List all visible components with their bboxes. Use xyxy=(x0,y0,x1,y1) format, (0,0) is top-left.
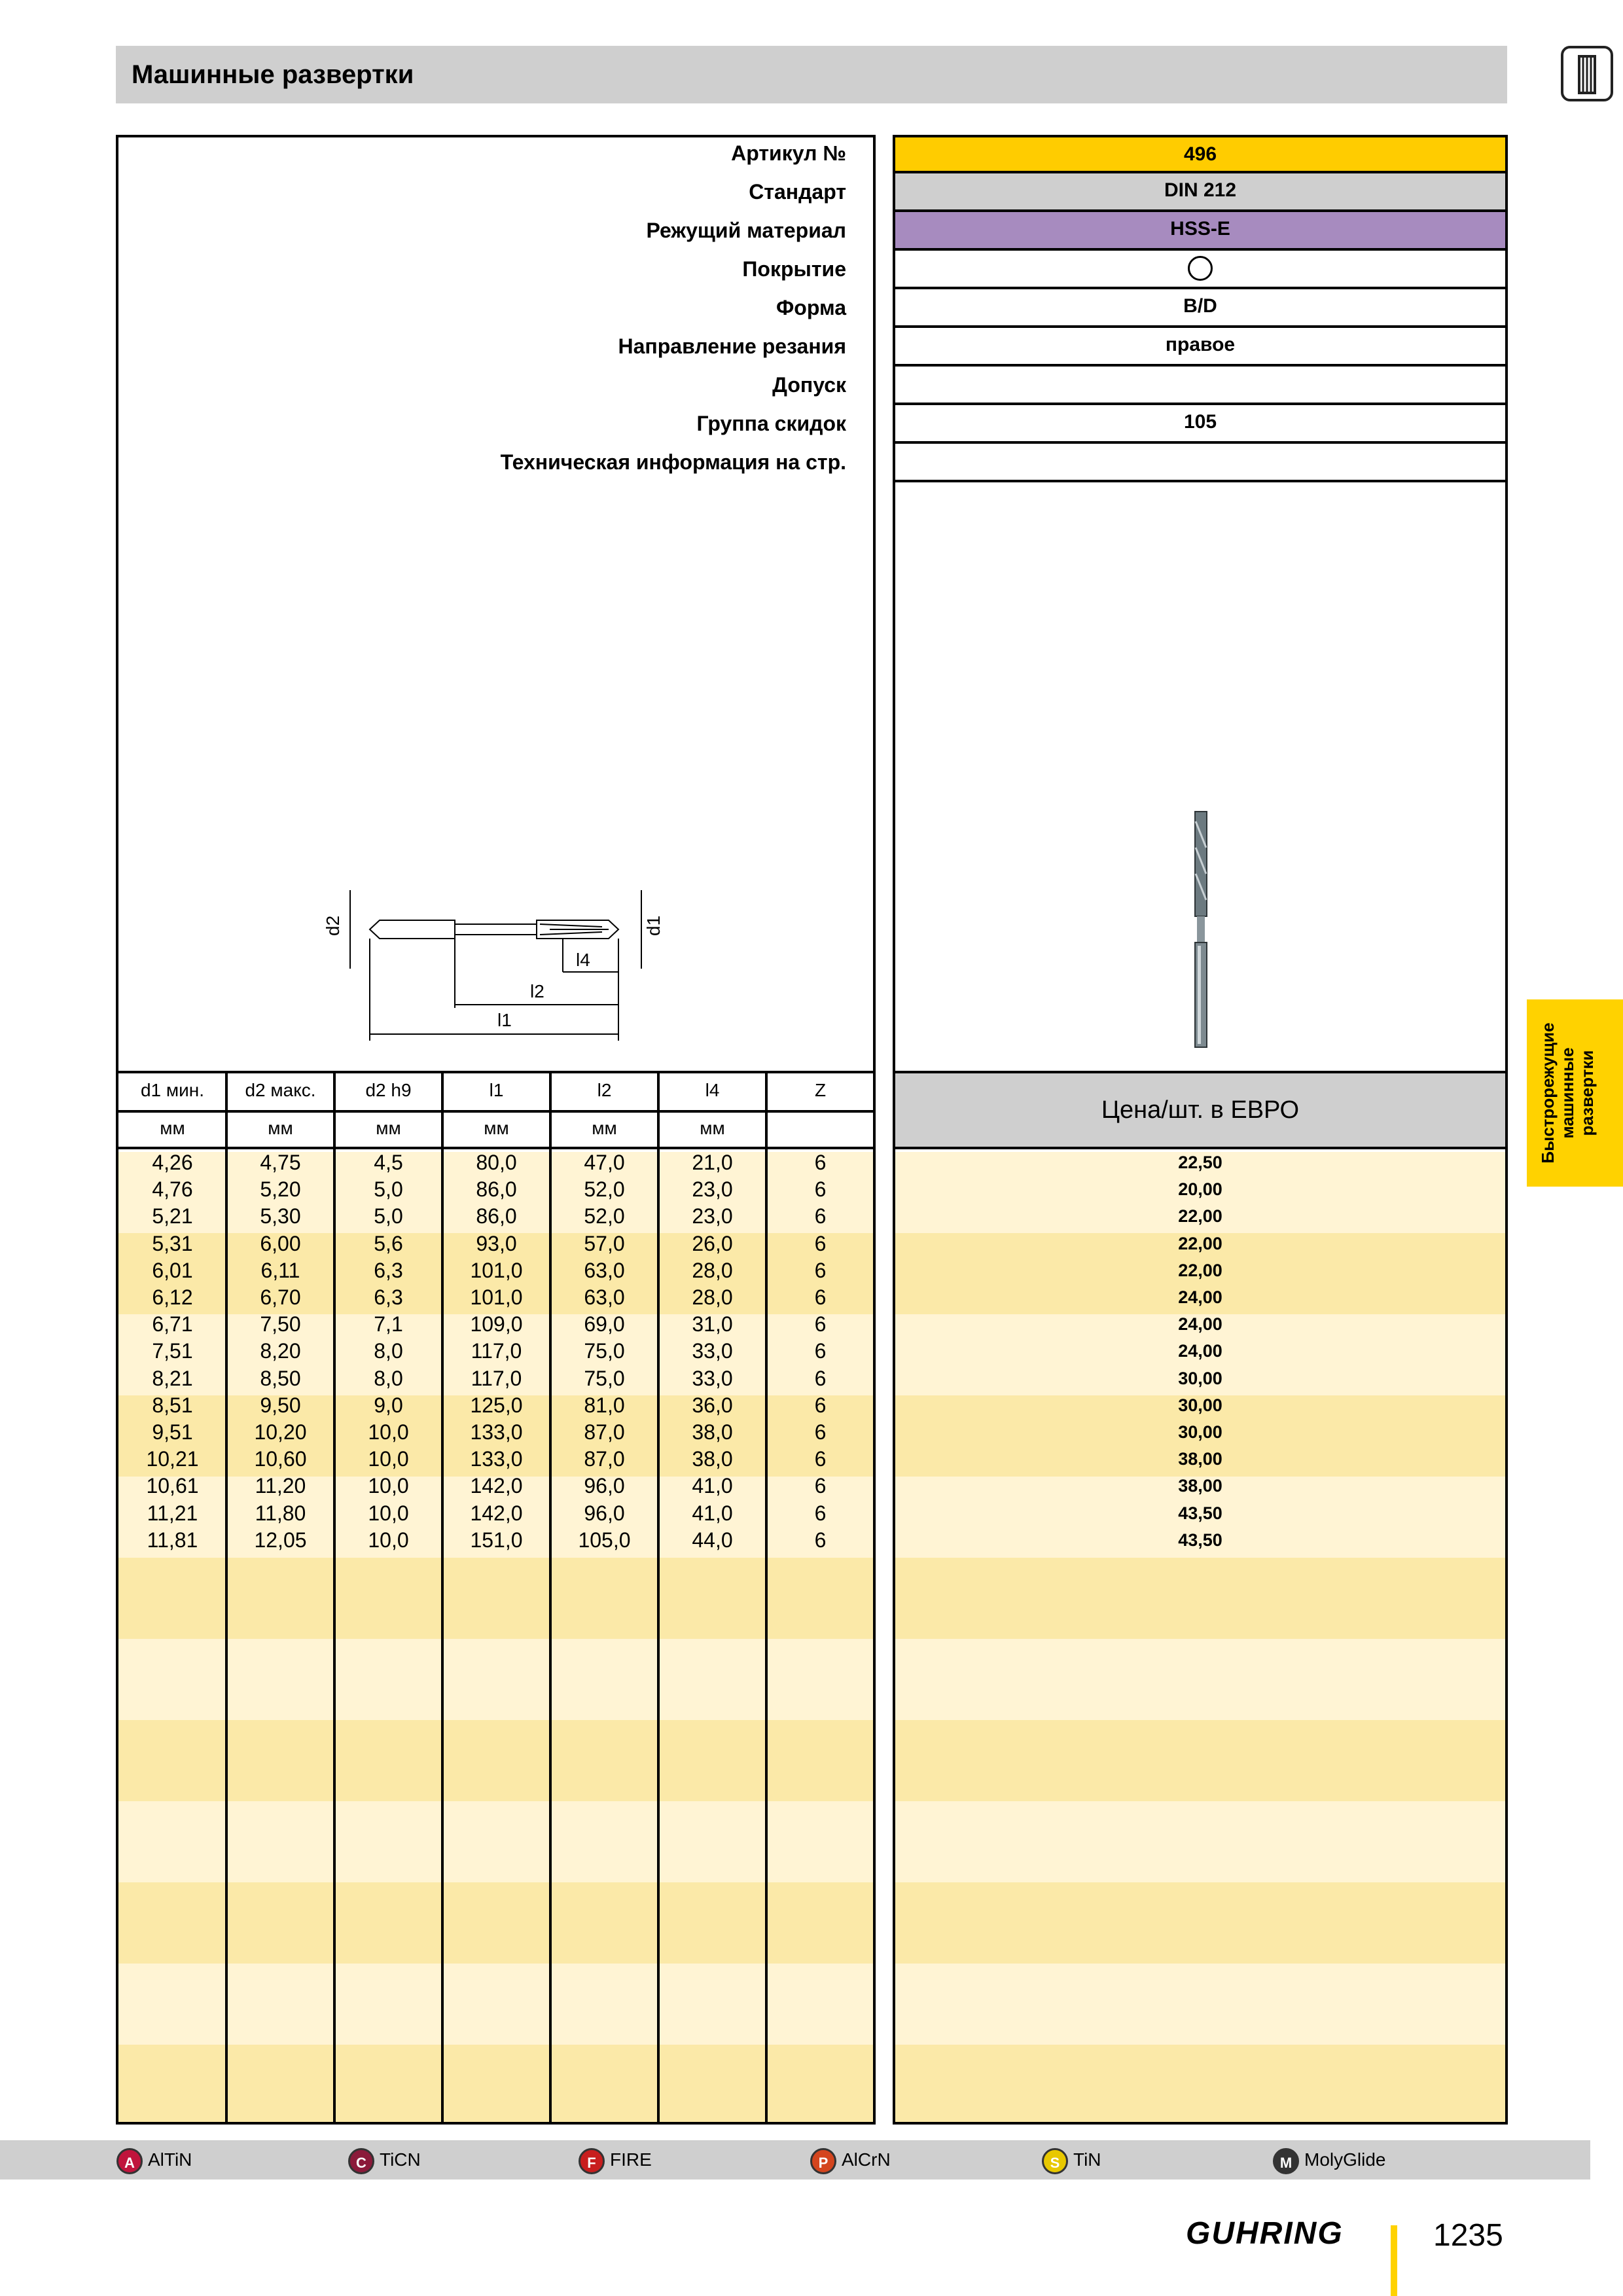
table-row xyxy=(118,1176,873,1203)
price-cell: 22,00 xyxy=(1178,1206,1222,1227)
table-row xyxy=(118,1284,873,1311)
table-stripe xyxy=(118,2045,873,2122)
table-cell: 12,05 xyxy=(254,1528,307,1552)
table-cell: 75,0 xyxy=(584,1339,625,1363)
price-header: Цена/шт. в ЕВРО xyxy=(1101,1096,1300,1124)
price-cell: 24,00 xyxy=(1178,1314,1222,1335)
column-unit: мм xyxy=(484,1118,509,1138)
table-cell: 69,0 xyxy=(584,1312,625,1336)
table-cell: 10,0 xyxy=(368,1501,409,1525)
reamer-drawing xyxy=(314,877,681,1047)
table-cell: 6,11 xyxy=(260,1258,300,1282)
column-header: l4 xyxy=(705,1080,720,1100)
spec-label: Форма xyxy=(776,296,846,319)
uncoated-circle-icon xyxy=(1188,256,1213,281)
table-stripe xyxy=(118,1720,873,1801)
l4-label: l4 xyxy=(576,950,590,970)
price-stripe xyxy=(895,1720,1505,1801)
table-cell: 10,0 xyxy=(368,1420,409,1444)
table-cell: 41,0 xyxy=(692,1474,733,1498)
table-cell: 6,70 xyxy=(260,1285,301,1309)
spec-label: Допуск xyxy=(772,373,846,397)
table-cell: 36,0 xyxy=(692,1393,733,1417)
table-cell: 6 xyxy=(814,1447,827,1471)
table-cell: 96,0 xyxy=(584,1501,625,1525)
table-cell: 47,0 xyxy=(584,1151,625,1174)
table-cell: 41,0 xyxy=(692,1501,733,1525)
spec-label: Стандарт xyxy=(749,180,846,204)
price-cell: 30,00 xyxy=(1178,1395,1222,1415)
page-header xyxy=(116,46,1507,103)
table-cell: 6 xyxy=(814,1204,827,1229)
spec-label: Группа скидок xyxy=(696,412,846,435)
price-cell: 22,00 xyxy=(1178,1233,1222,1253)
price-cell: 22,00 xyxy=(1178,1260,1222,1280)
legend-item xyxy=(348,2142,421,2178)
table-cell: 38,0 xyxy=(692,1447,733,1471)
table-cell: 4,76 xyxy=(152,1177,193,1202)
table-cell: 5,6 xyxy=(374,1231,403,1255)
table-cell: 101,0 xyxy=(470,1285,523,1309)
brand-divider xyxy=(1391,2225,1397,2296)
table-stripe xyxy=(118,1558,873,1639)
table-cell: 109,0 xyxy=(470,1312,523,1336)
table-cell: 57,0 xyxy=(584,1231,625,1255)
table-cell: 4,26 xyxy=(152,1151,193,1174)
table-cell: 28,0 xyxy=(692,1258,733,1282)
spec-value xyxy=(893,367,1508,405)
column-unit: мм xyxy=(160,1118,185,1138)
table-cell: 7,1 xyxy=(374,1312,403,1336)
coating-ticn-icon: C xyxy=(348,2148,374,2174)
table-cell: 86,0 xyxy=(476,1177,517,1202)
price-cell: 30,00 xyxy=(1178,1422,1222,1442)
table-cell: 9,50 xyxy=(260,1393,301,1417)
table-cell: 10,21 xyxy=(146,1447,199,1471)
table-cell: 5,20 xyxy=(260,1177,301,1202)
table-cell: 5,31 xyxy=(152,1231,193,1255)
column-unit: мм xyxy=(700,1118,725,1138)
table-cell: 10,0 xyxy=(368,1447,409,1471)
table-cell: 142,0 xyxy=(470,1474,523,1498)
column-header: d2 h9 xyxy=(365,1080,412,1100)
table-row xyxy=(118,1365,873,1392)
table-cell: 11,20 xyxy=(255,1474,306,1498)
table-cell: 10,0 xyxy=(368,1528,409,1552)
table-cell: 6 xyxy=(814,1177,827,1202)
table-cell: 33,0 xyxy=(692,1366,733,1390)
price-stripe xyxy=(895,1558,1505,1639)
spec-value: DIN 212 xyxy=(893,173,1508,212)
table-cell: 133,0 xyxy=(470,1420,523,1444)
table-stripe xyxy=(118,1801,873,1882)
legend-item xyxy=(810,2142,891,2178)
table-cell: 75,0 xyxy=(584,1366,625,1390)
table-cell: 6 xyxy=(814,1528,827,1552)
table-row xyxy=(118,1149,873,1176)
spec-label: Артикул № xyxy=(731,141,846,165)
legend-item xyxy=(1042,2142,1101,2178)
table-cell: 52,0 xyxy=(584,1177,625,1202)
price-stripe xyxy=(895,1801,1505,1882)
spec-value: 105 xyxy=(893,405,1508,444)
table-cell: 117,0 xyxy=(471,1366,522,1390)
table-cell: 6 xyxy=(814,1285,827,1309)
table-cell: 63,0 xyxy=(584,1258,625,1282)
l1-label: l1 xyxy=(497,1010,512,1030)
table-cell: 117,0 xyxy=(471,1339,522,1363)
spec-value xyxy=(893,444,1508,482)
table-cell: 8,20 xyxy=(260,1339,301,1363)
coating-alcrn-icon: P xyxy=(810,2148,836,2174)
table-cell: 125,0 xyxy=(470,1393,523,1417)
table-row xyxy=(118,1392,873,1419)
column-unit xyxy=(766,1110,874,1147)
reamer-category-icon xyxy=(1561,46,1613,101)
table-cell: 96,0 xyxy=(584,1474,625,1498)
column-header: d1 мин. xyxy=(140,1080,205,1100)
legend-label: TiN xyxy=(1073,2149,1101,2170)
coating-altin-icon: A xyxy=(116,2148,143,2174)
table-cell: 142,0 xyxy=(470,1501,523,1525)
table-cell: 26,0 xyxy=(692,1231,733,1255)
column-header: Z xyxy=(814,1080,827,1100)
table-cell: 7,50 xyxy=(260,1312,301,1336)
table-cell: 5,21 xyxy=(152,1204,193,1229)
legend-item xyxy=(116,2142,192,2178)
price-cell: 30,00 xyxy=(1178,1368,1222,1388)
table-cell: 6 xyxy=(814,1420,827,1444)
table-cell: 10,60 xyxy=(254,1447,307,1471)
table-cell: 80,0 xyxy=(476,1151,517,1174)
side-tab-line-3: развертки xyxy=(1577,1050,1597,1136)
table-cell: 101,0 xyxy=(470,1258,523,1282)
table-cell: 11,21 xyxy=(147,1501,198,1525)
column-header: d2 макс. xyxy=(245,1080,316,1100)
table-cell: 87,0 xyxy=(584,1447,625,1471)
table-cell: 23,0 xyxy=(692,1204,733,1229)
table-cell: 6 xyxy=(814,1231,827,1255)
table-row xyxy=(118,1446,873,1473)
side-tab-line-1: Быстрорежущие xyxy=(1538,1022,1558,1164)
table-cell: 6 xyxy=(814,1339,827,1363)
price-cell: 24,00 xyxy=(1178,1287,1222,1307)
table-row xyxy=(118,1527,873,1554)
table-row xyxy=(118,1500,873,1527)
side-tab-line-2: машинные xyxy=(1558,1047,1577,1139)
price-stripe xyxy=(895,1882,1505,1964)
table-cell: 8,50 xyxy=(260,1366,301,1390)
table-row xyxy=(118,1473,873,1499)
table-cell: 87,0 xyxy=(584,1420,625,1444)
coating-molyglide-icon: M xyxy=(1273,2148,1299,2174)
price-cell: 24,00 xyxy=(1178,1341,1222,1361)
table-cell: 133,0 xyxy=(470,1447,523,1471)
table-cell: 6 xyxy=(814,1312,827,1336)
table-cell: 52,0 xyxy=(584,1204,625,1229)
table-cell: 5,0 xyxy=(374,1177,403,1202)
table-row xyxy=(118,1230,873,1257)
table-cell: 11,80 xyxy=(255,1501,306,1525)
table-cell: 31,0 xyxy=(692,1312,733,1336)
table-cell: 23,0 xyxy=(692,1177,733,1202)
table-cell: 8,51 xyxy=(152,1393,193,1417)
price-header-cell xyxy=(895,1071,1505,1149)
table-stripe xyxy=(118,1964,873,2045)
table-cell: 6 xyxy=(814,1501,827,1525)
column-header: l2 xyxy=(597,1080,612,1100)
table-row xyxy=(118,1311,873,1338)
page-title: Машинные развертки xyxy=(132,60,414,89)
table-cell: 5,0 xyxy=(374,1204,403,1229)
table-row xyxy=(118,1257,873,1284)
price-cell: 22,50 xyxy=(1178,1153,1222,1172)
column-unit: мм xyxy=(268,1118,293,1138)
table-cell: 4,75 xyxy=(260,1151,301,1174)
table-cell: 9,0 xyxy=(374,1393,403,1417)
reamer-photo xyxy=(1188,808,1214,1050)
price-cell: 38,00 xyxy=(1178,1476,1222,1496)
table-cell: 6,3 xyxy=(374,1258,403,1282)
column-unit: мм xyxy=(592,1118,617,1138)
spec-label: Покрытие xyxy=(742,257,846,281)
table-row xyxy=(118,1203,873,1230)
price-stripe xyxy=(895,1639,1505,1720)
coating-fire-icon: F xyxy=(579,2148,605,2174)
table-stripe xyxy=(118,1882,873,1964)
table-cell: 105,0 xyxy=(578,1528,631,1552)
table-cell: 28,0 xyxy=(692,1285,733,1309)
table-cell: 81,0 xyxy=(584,1393,625,1417)
table-cell: 6 xyxy=(814,1151,827,1174)
legend-item xyxy=(579,2142,652,2178)
price-cell: 38,00 xyxy=(1178,1449,1222,1469)
table-cell: 8,0 xyxy=(374,1366,403,1390)
price-stripe xyxy=(895,1964,1505,2045)
spec-value: HSS-E xyxy=(893,212,1508,251)
price-cell: 43,50 xyxy=(1178,1530,1222,1550)
spec-value xyxy=(893,251,1508,289)
table-row xyxy=(118,1419,873,1446)
table-cell: 10,20 xyxy=(254,1420,307,1444)
price-cell: 43,50 xyxy=(1178,1503,1222,1523)
table-cell: 5,30 xyxy=(260,1204,301,1229)
table-cell: 7,51 xyxy=(152,1339,193,1363)
table-cell: 38,0 xyxy=(692,1420,733,1444)
column-unit: мм xyxy=(376,1118,401,1138)
spec-value: B/D xyxy=(893,289,1508,328)
table-stripe xyxy=(118,1639,873,1720)
legend-label: AlCrN xyxy=(842,2149,891,2170)
legend-item xyxy=(1273,2142,1385,2178)
table-cell: 6 xyxy=(814,1393,827,1417)
table-cell: 6,12 xyxy=(152,1285,193,1309)
spec-label: Режущий материал xyxy=(646,219,846,242)
table-cell: 11,81 xyxy=(147,1528,198,1552)
legend-label: FIRE xyxy=(610,2149,652,2170)
column-header: l1 xyxy=(489,1080,504,1100)
spec-label: Направление резания xyxy=(618,334,846,358)
page-number: 1235 xyxy=(1433,2218,1503,2253)
table-cell: 86,0 xyxy=(476,1204,517,1229)
brand-logo: GUHRING xyxy=(1186,2216,1344,2251)
table-cell: 44,0 xyxy=(692,1528,733,1552)
price-cell: 20,00 xyxy=(1178,1179,1222,1200)
table-cell: 151,0 xyxy=(470,1528,523,1552)
table-cell: 6 xyxy=(814,1258,827,1282)
side-tab-label xyxy=(1529,999,1621,1187)
table-cell: 6 xyxy=(814,1474,827,1498)
table-cell: 33,0 xyxy=(692,1339,733,1363)
price-stripe xyxy=(895,2045,1505,2122)
legend-label: MolyGlide xyxy=(1304,2149,1386,2170)
table-cell: 8,0 xyxy=(374,1339,403,1363)
table-cell: 21,0 xyxy=(692,1151,733,1174)
table-cell: 6 xyxy=(814,1366,827,1390)
table-cell: 6,71 xyxy=(152,1312,193,1336)
l2-label: l2 xyxy=(530,981,544,1001)
table-cell: 8,21 xyxy=(152,1366,193,1390)
table-cell: 10,61 xyxy=(146,1474,199,1498)
spec-label: Техническая информация на стр. xyxy=(500,450,846,474)
table-cell: 4,5 xyxy=(374,1151,403,1174)
coating-tin-icon: S xyxy=(1042,2148,1068,2174)
spec-value: 496 xyxy=(893,135,1508,173)
table-cell: 9,51 xyxy=(152,1420,193,1444)
d2-label: d2 xyxy=(323,915,343,936)
table-row xyxy=(118,1338,873,1365)
d1-label: d1 xyxy=(643,915,664,936)
table-cell: 6,00 xyxy=(260,1231,301,1255)
table-cell: 6,01 xyxy=(152,1258,193,1282)
legend-label: AlTiN xyxy=(148,2149,192,2170)
table-cell: 63,0 xyxy=(584,1285,625,1309)
table-cell: 93,0 xyxy=(476,1231,517,1255)
table-cell: 6,3 xyxy=(374,1285,403,1309)
spec-value: правое xyxy=(893,328,1508,367)
legend-label: TiCN xyxy=(380,2149,421,2170)
table-cell: 10,0 xyxy=(368,1474,409,1498)
